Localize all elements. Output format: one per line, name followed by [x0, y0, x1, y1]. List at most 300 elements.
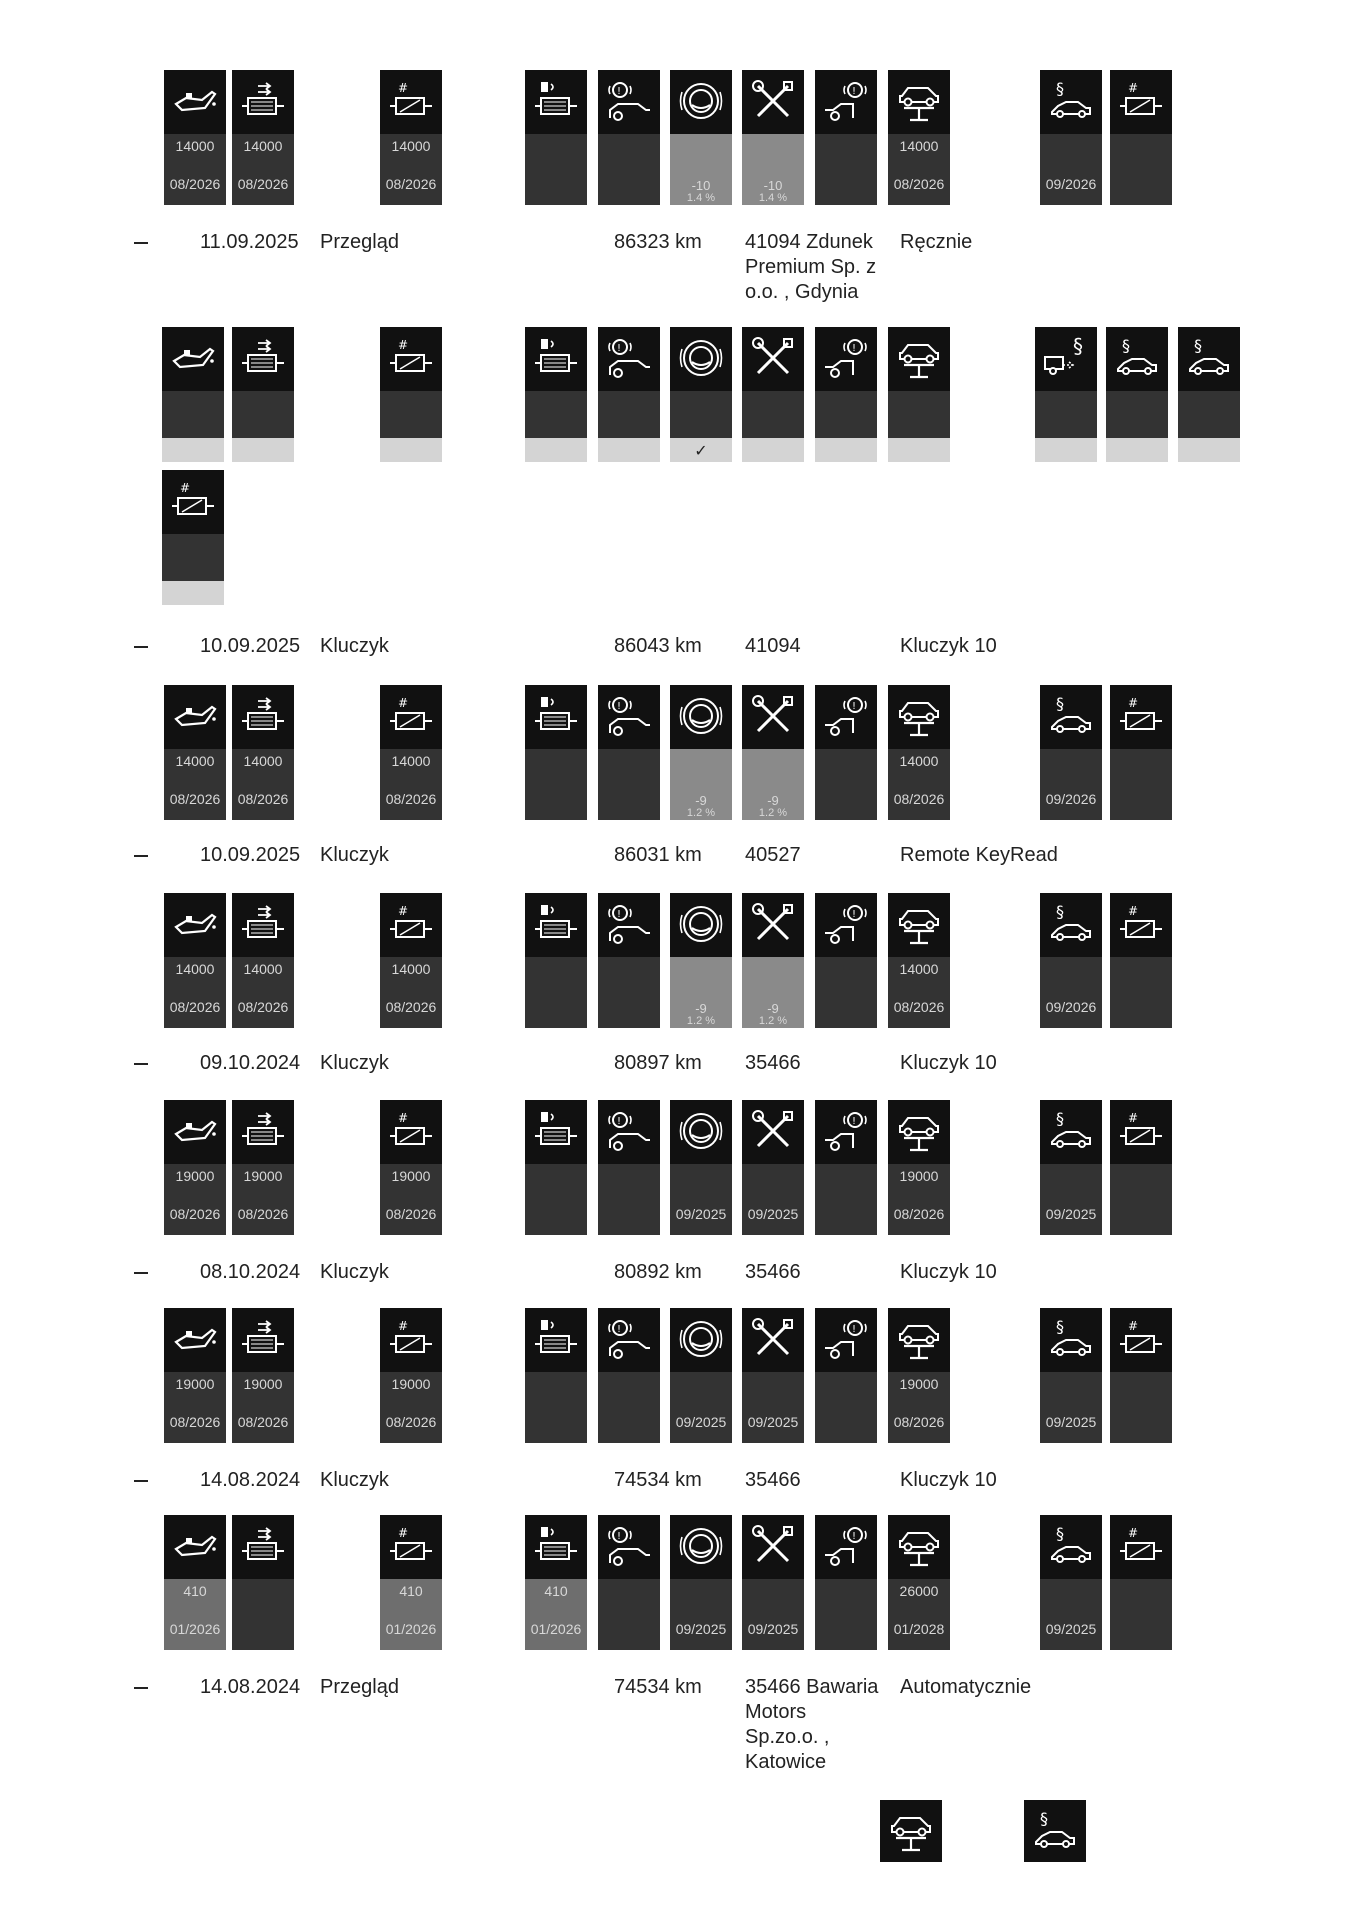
tile-value-km: -10	[691, 178, 711, 193]
tile-icon-area	[525, 893, 587, 957]
svg-text:#: #	[398, 1526, 409, 1540]
tile-icon-area	[164, 893, 226, 957]
tile-value-area	[815, 134, 877, 205]
service-tile	[815, 1515, 877, 1650]
tile-icon-area	[525, 685, 587, 749]
legend-icon	[880, 1800, 942, 1862]
tile-icon-area	[1040, 685, 1102, 749]
paragraph-trailer-icon	[1043, 335, 1089, 381]
tile-icon-area	[380, 893, 442, 957]
diesel-filter-icon	[240, 693, 286, 739]
tile-value-km: 14000	[391, 138, 431, 154]
oil-can-icon	[172, 1316, 218, 1362]
oil-can-icon	[172, 78, 218, 124]
tile-value-date: 08/2026	[169, 791, 221, 807]
tile-icon-area	[815, 1100, 877, 1164]
tile-value-area	[1040, 957, 1102, 1028]
service-tile	[525, 1100, 587, 1235]
tile-value-date: 09/2025	[747, 1414, 799, 1430]
tile-value-area	[742, 1372, 804, 1443]
tile-value-km: 19000	[175, 1376, 215, 1392]
particle-filter-icon	[1118, 1523, 1164, 1569]
service-tile	[598, 1100, 660, 1235]
vehicle-lift-icon	[896, 693, 942, 739]
tile-icon-area	[232, 70, 294, 134]
tile-icon-area	[162, 327, 224, 391]
tile-value-area	[598, 1164, 660, 1235]
svg-text:#: #	[398, 904, 409, 918]
brake-front-icon	[606, 901, 652, 947]
particle-filter-icon	[388, 901, 434, 947]
particle-filter-icon	[170, 478, 216, 524]
tile-icon-area	[1110, 70, 1172, 134]
tile-value-km: 26000	[899, 1583, 939, 1599]
service-tile	[164, 1100, 226, 1235]
entry-bullet	[134, 242, 148, 244]
entry-method: Kluczyk 10	[900, 1469, 997, 1491]
service-tile	[380, 1100, 442, 1235]
entry-bullet	[134, 1480, 148, 1482]
tile-icon-area	[742, 1100, 804, 1164]
tile-value-km: -9	[767, 1001, 779, 1016]
tile-value-km: 19000	[243, 1168, 283, 1184]
entry-date: 11.09.2025	[200, 231, 299, 253]
brake-fluid-icon	[678, 1523, 724, 1569]
entry-method: Kluczyk 10	[900, 1052, 997, 1074]
service-tile	[742, 685, 804, 820]
tile-value-area	[598, 134, 660, 205]
tile-icon-area	[1178, 327, 1240, 391]
svg-text:§: §	[1056, 1524, 1064, 1543]
tile-value-date: 09/2026	[1045, 999, 1097, 1015]
tile-value-date: 08/2026	[385, 791, 437, 807]
tile-value-area	[598, 957, 660, 1028]
tile-value-date: 01/2026	[385, 1621, 437, 1637]
service-tile	[815, 327, 877, 462]
tile-value-date: 1.2 %	[758, 807, 788, 819]
tools-icon	[750, 693, 796, 739]
tile-value-area	[1110, 1372, 1172, 1443]
tile-value-km: 410	[183, 1583, 207, 1599]
tile-icon-area	[380, 70, 442, 134]
entry-date: 09.10.2024	[200, 1052, 301, 1074]
tile-value-date: 08/2026	[385, 176, 437, 192]
tile-value-km: 19000	[899, 1168, 939, 1184]
svg-text:§: §	[1122, 336, 1130, 355]
tile-icon-area	[888, 1100, 950, 1164]
tile-icon-area	[670, 1308, 732, 1372]
tile-strip	[1106, 438, 1168, 462]
entry-method: Kluczyk 10	[900, 635, 997, 657]
tile-icon-area	[232, 1515, 294, 1579]
tile-icon-area	[598, 685, 660, 749]
tools-icon	[750, 1108, 796, 1154]
entry-method: Remote KeyRead	[900, 844, 1058, 866]
tile-icon-area	[742, 1308, 804, 1372]
tile-value-km: 19000	[243, 1376, 283, 1392]
tile-value-area	[598, 1579, 660, 1650]
service-tile	[888, 1100, 950, 1235]
svg-text:!: !	[617, 701, 622, 712]
tile-value-date: 08/2026	[237, 999, 289, 1015]
tile-icon-area	[815, 685, 877, 749]
vehicle-lift-icon	[896, 1523, 942, 1569]
service-tile	[742, 1515, 804, 1650]
tile-icon-area	[742, 70, 804, 134]
svg-text:#: #	[1128, 1111, 1139, 1125]
tile-value-area	[670, 1164, 732, 1235]
tile-value-km: 14000	[243, 138, 283, 154]
tile-value-area	[1040, 1579, 1102, 1650]
service-tile	[380, 327, 442, 462]
tile-icon-area	[742, 685, 804, 749]
tile-value-km: -10	[763, 178, 783, 193]
tile-icon-area	[232, 1100, 294, 1164]
tile-value-area	[1040, 1164, 1102, 1235]
tile-value-date: 08/2026	[169, 999, 221, 1015]
service-tile	[525, 685, 587, 820]
tile-icon-area	[380, 685, 442, 749]
brake-fluid-icon	[678, 901, 724, 947]
diesel-filter-icon	[240, 335, 286, 381]
service-tile	[888, 70, 950, 205]
tile-icon-area	[598, 1100, 660, 1164]
tile-icon-area	[1035, 327, 1097, 391]
tile-value-km: 19000	[391, 1376, 431, 1392]
service-tile	[670, 70, 732, 205]
vehicle-lift-icon	[896, 1108, 942, 1154]
service-tile	[670, 893, 732, 1028]
service-tile	[525, 1308, 587, 1443]
tile-value-km: 14000	[899, 138, 939, 154]
brake-fluid-icon	[678, 335, 724, 381]
service-tile	[598, 1308, 660, 1443]
particle-filter-icon	[388, 1316, 434, 1362]
service-tile	[888, 327, 950, 462]
tile-value-date: 08/2026	[893, 1414, 945, 1430]
entry-mileage: 86043 km	[614, 635, 702, 657]
tile-icon-area	[888, 685, 950, 749]
fuel-filter-icon	[533, 78, 579, 124]
vehicle-lift-icon	[896, 901, 942, 947]
tile-icon-area	[232, 893, 294, 957]
entry-mileage: 80897 km	[614, 1052, 702, 1074]
brake-fluid-icon	[678, 1316, 724, 1362]
tile-icon-area	[888, 70, 950, 134]
service-tile	[670, 685, 732, 820]
service-tile	[232, 70, 294, 205]
service-tile	[232, 1308, 294, 1443]
svg-text:!: !	[852, 86, 857, 97]
tile-icon-area	[598, 327, 660, 391]
tile-value-km: 14000	[391, 961, 431, 977]
tile-value-date: 09/2025	[1045, 1414, 1097, 1430]
service-tile	[1110, 1515, 1172, 1650]
service-tile	[742, 1308, 804, 1443]
tile-value-area	[670, 1372, 732, 1443]
brake-front-icon	[606, 693, 652, 739]
paragraph-car-icon	[1048, 1108, 1094, 1154]
tile-icon-area	[1040, 893, 1102, 957]
tile-value-area	[742, 1164, 804, 1235]
tools-icon	[750, 335, 796, 381]
particle-filter-icon	[1118, 693, 1164, 739]
tile-value-area	[815, 749, 877, 820]
entry-bullet	[134, 1272, 148, 1274]
tile-icon-area	[815, 893, 877, 957]
tile-icon-area	[1040, 1515, 1102, 1579]
tile-icon-area	[888, 1515, 950, 1579]
diesel-filter-icon	[240, 1108, 286, 1154]
entry-type: Przegląd	[320, 231, 399, 253]
tile-icon-area	[742, 893, 804, 957]
tile-value-area	[1110, 749, 1172, 820]
tile-value-date: 08/2026	[169, 1206, 221, 1222]
tile-value-area	[1040, 1372, 1102, 1443]
service-tile	[670, 1100, 732, 1235]
brake-fluid-icon	[678, 693, 724, 739]
entry-bullet	[134, 646, 148, 648]
service-tile	[598, 70, 660, 205]
tile-value-km: 19000	[391, 1168, 431, 1184]
diesel-filter-icon	[240, 1316, 286, 1362]
svg-text:#: #	[1128, 904, 1139, 918]
tile-strip	[162, 438, 224, 462]
tile-value-date: 08/2026	[893, 176, 945, 192]
paragraph-car-icon	[1114, 335, 1160, 381]
service-tile	[888, 685, 950, 820]
service-tile	[380, 685, 442, 820]
service-tile	[164, 1515, 226, 1650]
tile-strip	[162, 581, 224, 605]
svg-text:#: #	[1128, 696, 1139, 710]
tile-value-date: 09/2025	[747, 1621, 799, 1637]
tile-value-area	[742, 1579, 804, 1650]
tile-icon-area	[888, 327, 950, 391]
tile-icon-area	[815, 1308, 877, 1372]
svg-text:!: !	[617, 1531, 622, 1542]
service-tile	[164, 1308, 226, 1443]
svg-text:§: §	[1040, 1809, 1048, 1828]
tile-icon-area	[1110, 1100, 1172, 1164]
entry-mileage: 74534 km	[614, 1469, 702, 1491]
particle-filter-icon	[388, 693, 434, 739]
tile-strip	[1178, 438, 1240, 462]
tile-value-date: 08/2026	[237, 791, 289, 807]
service-tile	[1110, 1100, 1172, 1235]
service-tile	[232, 893, 294, 1028]
tile-icon-area	[525, 1515, 587, 1579]
tile-value-km: -9	[695, 1001, 707, 1016]
brake-rear-icon	[823, 335, 869, 381]
tile-value-date: 08/2026	[385, 1206, 437, 1222]
tile-value-area	[815, 1579, 877, 1650]
tile-value-date: 1.2 %	[686, 1015, 716, 1027]
tile-value-km: -9	[695, 793, 707, 808]
tile-icon-area	[670, 70, 732, 134]
tile-value-date: 09/2026	[1045, 176, 1097, 192]
oil-can-icon	[172, 693, 218, 739]
tile-value-km: 14000	[243, 961, 283, 977]
service-tile	[815, 1100, 877, 1235]
service-tile	[525, 327, 587, 462]
tile-icon-area	[525, 1100, 587, 1164]
svg-text:§: §	[1056, 1109, 1064, 1128]
service-tile	[598, 327, 660, 462]
tile-value-area	[525, 1164, 587, 1235]
tile-value-date: 08/2026	[893, 999, 945, 1015]
entry-method: Ręcznie	[900, 231, 973, 253]
entry-dealer: 41094 Zdunek Premium Sp. z o.o. , Gdynia	[745, 231, 877, 303]
service-tile	[1040, 893, 1102, 1028]
service-tile	[525, 70, 587, 205]
service-tile	[815, 893, 877, 1028]
tile-value-date: 09/2025	[1045, 1206, 1097, 1222]
tile-value-km: -9	[767, 793, 779, 808]
tile-strip	[232, 438, 294, 462]
tile-value-area	[1110, 1579, 1172, 1650]
tile-icon-area	[670, 1100, 732, 1164]
svg-text:!: !	[617, 343, 622, 354]
tile-value-km: 14000	[175, 138, 215, 154]
particle-filter-icon	[388, 78, 434, 124]
brake-front-icon	[606, 1108, 652, 1154]
brake-rear-icon	[823, 1316, 869, 1362]
tile-value-date: 08/2026	[893, 791, 945, 807]
particle-filter-icon	[1118, 1108, 1164, 1154]
tile-value-area	[525, 957, 587, 1028]
tile-value-area	[815, 1164, 877, 1235]
brake-front-icon	[606, 335, 652, 381]
diesel-filter-icon	[240, 901, 286, 947]
brake-fluid-icon	[678, 1108, 724, 1154]
service-tile	[380, 1515, 442, 1650]
tile-value-area	[598, 1372, 660, 1443]
particle-filter-icon	[388, 1108, 434, 1154]
tile-icon-area	[742, 327, 804, 391]
tile-icon-area	[815, 327, 877, 391]
tile-icon-area	[1106, 327, 1168, 391]
brake-rear-icon	[823, 1108, 869, 1154]
svg-text:!: !	[852, 1324, 857, 1335]
fuel-filter-icon	[533, 1523, 579, 1569]
tile-strip	[380, 438, 442, 462]
tile-value-area	[1110, 134, 1172, 205]
service-tile	[164, 893, 226, 1028]
service-tile	[1040, 685, 1102, 820]
service-tile	[1035, 327, 1097, 462]
tile-icon-area	[232, 685, 294, 749]
service-tile	[742, 70, 804, 205]
entry-dealer: 40527	[745, 844, 801, 866]
tile-icon-area	[670, 327, 732, 391]
entry-type: Kluczyk	[320, 844, 389, 866]
tile-value-area	[1040, 134, 1102, 205]
service-tile	[1110, 685, 1172, 820]
tile-value-date: 09/2025	[675, 1621, 727, 1637]
particle-filter-icon	[388, 335, 434, 381]
entry-dealer: 35466 Bawaria Motors Sp.zo.o. , Katowice	[745, 1676, 879, 1773]
entry-type: Przegląd	[320, 1676, 399, 1698]
service-tile	[1040, 70, 1102, 205]
tile-icon-area	[888, 1308, 950, 1372]
service-tile	[598, 1515, 660, 1650]
entry-date: 14.08.2024	[200, 1676, 301, 1698]
tile-icon-area	[1110, 893, 1172, 957]
tile-value-km: 19000	[175, 1168, 215, 1184]
legend-icon	[1024, 1800, 1086, 1862]
vehicle-lift-icon	[888, 1808, 934, 1854]
service-tile	[888, 893, 950, 1028]
brake-fluid-icon	[678, 78, 724, 124]
entry-bullet	[134, 855, 148, 857]
service-tile	[598, 685, 660, 820]
tile-value-area	[525, 749, 587, 820]
tile-value-date: 08/2026	[237, 176, 289, 192]
service-tile	[888, 1515, 950, 1650]
tile-icon-area	[164, 1515, 226, 1579]
svg-text:#: #	[1128, 1319, 1139, 1333]
fuel-filter-icon	[533, 901, 579, 947]
svg-text:#: #	[398, 81, 409, 95]
svg-text:#: #	[1128, 81, 1139, 95]
tile-value-km: 14000	[899, 753, 939, 769]
fuel-filter-icon	[533, 693, 579, 739]
paragraph-car-icon	[1048, 1316, 1094, 1362]
service-tile	[232, 685, 294, 820]
tile-icon-area	[232, 327, 294, 391]
entry-date: 10.09.2025	[200, 635, 301, 657]
tile-icon-area	[742, 1515, 804, 1579]
svg-text:!: !	[617, 1324, 622, 1335]
tile-icon-area	[525, 327, 587, 391]
svg-text:§: §	[1056, 79, 1064, 98]
tile-strip	[1035, 438, 1097, 462]
tile-value-area	[1040, 749, 1102, 820]
tile-icon-area	[1110, 1308, 1172, 1372]
tile-icon-area	[164, 70, 226, 134]
entry-mileage: 86031 km	[614, 844, 702, 866]
entry-type: Kluczyk	[320, 1261, 389, 1283]
tile-value-date: 09/2025	[675, 1206, 727, 1222]
service-tile	[1110, 70, 1172, 205]
tile-value-date: 08/2026	[385, 1414, 437, 1430]
service-tile	[1178, 327, 1240, 462]
brake-rear-icon	[823, 78, 869, 124]
svg-text:!: !	[617, 86, 622, 97]
svg-text:#: #	[398, 1319, 409, 1333]
tile-icon-area	[1110, 1515, 1172, 1579]
tile-value-km: 410	[399, 1583, 423, 1599]
tile-value-area	[525, 134, 587, 205]
tile-value-area	[525, 1372, 587, 1443]
svg-text:§: §	[1194, 336, 1202, 355]
tile-icon-area	[1040, 1100, 1102, 1164]
service-tile	[888, 1308, 950, 1443]
svg-text:!: !	[617, 909, 622, 920]
diesel-filter-icon	[240, 1523, 286, 1569]
vehicle-lift-icon	[896, 335, 942, 381]
tile-icon-area	[598, 70, 660, 134]
tile-value-date: 09/2025	[675, 1414, 727, 1430]
paragraph-car-icon	[1186, 335, 1232, 381]
diesel-filter-icon	[240, 78, 286, 124]
service-tile	[742, 1100, 804, 1235]
svg-text:!: !	[617, 1116, 622, 1127]
service-tile	[232, 1515, 294, 1650]
entry-dealer: 35466	[745, 1469, 801, 1491]
tile-check-mark: ✓	[694, 443, 708, 460]
